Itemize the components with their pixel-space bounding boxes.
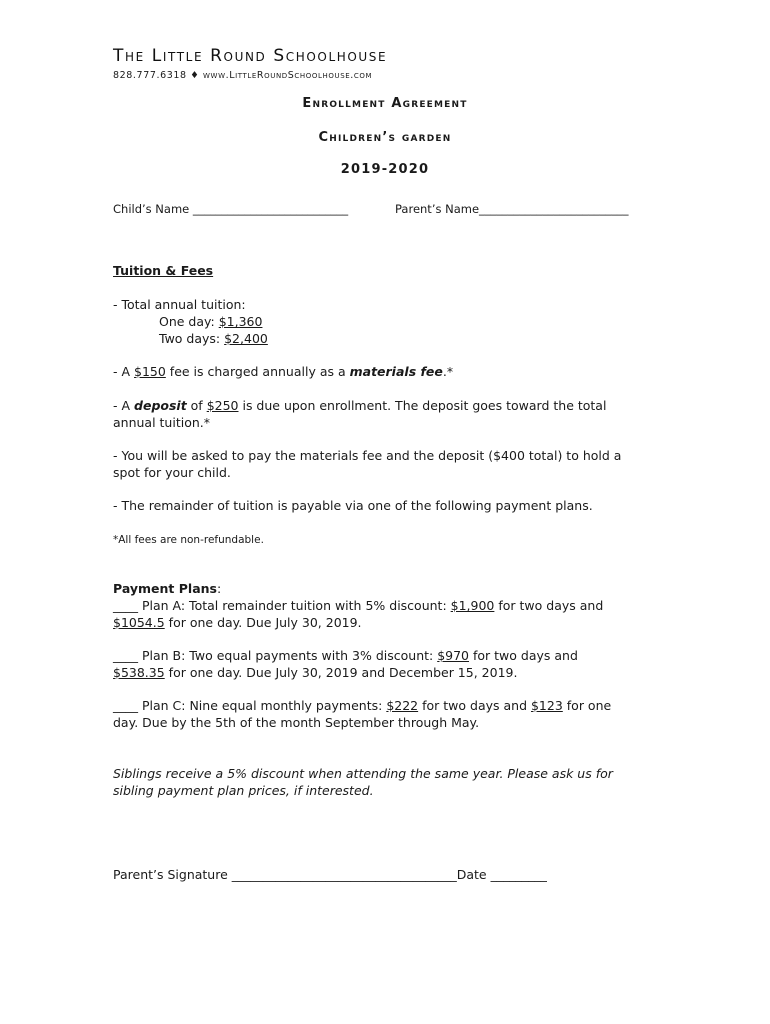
plan-b-mid: for two days and (469, 648, 578, 663)
payment-plans-colon: : (216, 581, 222, 596)
two-days-label: Two days: (159, 331, 225, 346)
deposit-line1-post: is due upon enrollment. The deposit goes toward the total (238, 398, 607, 413)
plan-a-line-1[interactable] (113, 597, 603, 614)
materials-fee-line (113, 363, 453, 380)
hold-line-1: - You will be asked to pay the materials fee and the deposit ($400 total) to hold a (113, 448, 622, 463)
deposit-amount: $250 (206, 398, 239, 413)
child-name-field[interactable]: Child’s Name ___________________________ (113, 202, 349, 216)
materials-post: .* (442, 364, 454, 379)
deposit-line-2: annual tuition.* (113, 415, 210, 430)
one-day-label: One day: (159, 314, 219, 329)
payment-plans-heading (113, 580, 603, 597)
annual-tuition-label: - Total annual tuition: (113, 297, 246, 312)
plan-b-text: ____ Plan B: Two equal payments with 3% discount: (113, 648, 438, 663)
plan-a-text: ____ Plan A: Total remainder tuition with 5% discount: (113, 598, 451, 613)
materials-pre: - A (113, 364, 135, 379)
signature-date-line[interactable]: Parent’s Signature ____________________________________Date _________ (113, 867, 547, 882)
agreement-title: Enrollment Agreement (302, 96, 468, 111)
plan-a-mid: for two days and (494, 598, 604, 613)
plan-b-one-day: $538.35 (113, 665, 165, 680)
plan-b-line-2 (113, 664, 578, 681)
hold-spot-paragraph (113, 447, 621, 481)
payment-plans-title: Payment Plans (113, 581, 217, 596)
non-refundable-note: *All fees are non-refundable. (113, 534, 264, 546)
deposit-line-1 (113, 397, 606, 414)
plan-b-post: for one day. Due July 30, 2019 and December 15, 2019. (164, 665, 518, 680)
deposit-term: deposit (134, 398, 187, 413)
plan-b-line-1[interactable] (113, 647, 578, 664)
school-year: 2019-2020 (340, 162, 430, 177)
hold-line-2: spot for your child. (113, 465, 231, 480)
plan-c-two-days: $222 (386, 698, 419, 713)
program-title: Children’s garden (318, 130, 452, 145)
deposit-pre: - A (113, 398, 135, 413)
one-day-row (113, 313, 268, 330)
two-days-amount: $2,400 (224, 331, 268, 346)
materials-mid: fee is charged annually as a (165, 364, 350, 379)
plan-c-one-day: $123 (530, 698, 563, 713)
annual-tuition-list (113, 296, 268, 347)
plan-c-line-2: day. Due by the 5th of the month September through May. (113, 715, 480, 730)
plan-c-mid: for two days and (418, 698, 531, 713)
siblings-line-2: sibling payment plan prices, if interested. (113, 783, 374, 798)
plan-b (113, 647, 578, 681)
plan-c-line-1[interactable] (113, 697, 611, 714)
materials-fee-amount: $150 (134, 364, 166, 379)
plan-c-text: ____ Plan C: Nine equal monthly payments: (113, 698, 387, 713)
siblings-note (113, 765, 613, 799)
materials-fee-term: materials fee (349, 364, 443, 379)
one-day-amount: $1,360 (218, 314, 263, 329)
deposit-paragraph (113, 397, 606, 431)
two-days-row (113, 330, 268, 347)
tuition-heading: Tuition & Fees (113, 263, 214, 278)
remainder-line: - The remainder of tuition is payable via one of the following payment plans. (113, 498, 593, 513)
plan-c (113, 697, 611, 731)
plan-b-two-days: $970 (437, 648, 470, 663)
plan-c-post: for one (562, 698, 612, 713)
payment-plans-section (113, 580, 603, 631)
school-name: The Little Round Schoolhouse (113, 46, 388, 66)
deposit-mid: of (186, 398, 207, 413)
plan-a-line-2 (113, 614, 603, 631)
plan-a-one-day: $1054.5 (113, 615, 165, 630)
plan-a-two-days: $1,900 (450, 598, 495, 613)
contact-line: 828.777.6318 ♦ www.LittleRoundSchoolhouse.com (113, 70, 373, 81)
plan-a-post: for one day. Due July 30, 2019. (164, 615, 362, 630)
siblings-line-1: Siblings receive a 5% discount when attending the same year. Please ask us for (113, 766, 613, 781)
parent-name-field[interactable]: Parent’s Name__________________________ (395, 202, 629, 216)
